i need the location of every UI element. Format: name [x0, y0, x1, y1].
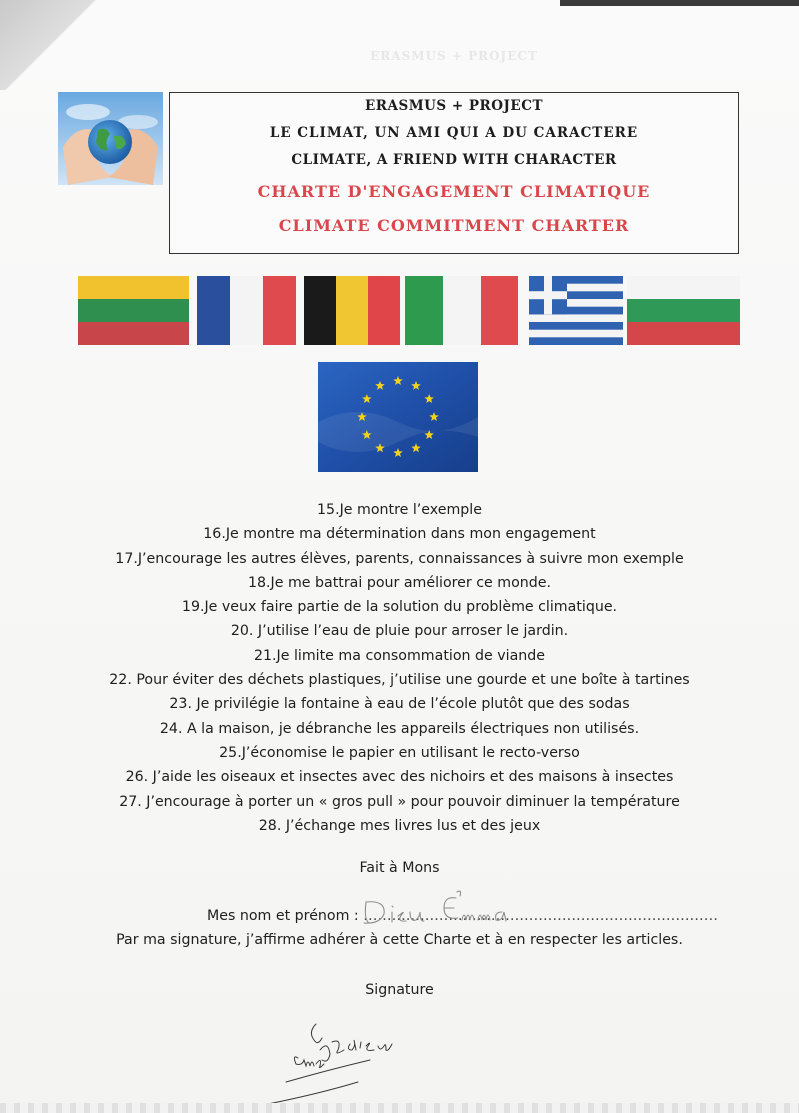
- european-union-flag: [318, 362, 478, 472]
- charter-title-en: CLIMATE COMMITMENT CHARTER: [278, 216, 630, 235]
- charter-article: 20. J’utilise l’eau de pluie pour arroser le jardin.: [230, 623, 569, 640]
- charter-article: 26. J’aide les oiseaux et insectes avec des nichoirs et des maisons à insectes: [125, 769, 674, 786]
- italy-flag: [405, 276, 518, 345]
- signature-affirmation: Par ma signature, j’affirme adhérer à cette Charte et à en respecter les articles.: [116, 932, 683, 948]
- scan-edge: [560, 0, 799, 6]
- folded-corner: [0, 0, 120, 90]
- scan-bottom-edge: [0, 1103, 799, 1113]
- charter-article: 22. Pour éviter des déchets plastiques, j’utilise une gourde et une boîte à tartines: [109, 672, 690, 689]
- charter-article: 24. A la maison, je débranche les appareils électriques non utilisés.: [159, 720, 640, 737]
- name-field-dots: …………………………………………………………………: [363, 908, 718, 924]
- charter-article: 25.J’économise le papier en utilisant le recto-verso: [219, 744, 580, 761]
- place-signed: Fait à Mons: [359, 860, 440, 876]
- charter-article: 28. J’échange mes livres lus et des jeux: [258, 817, 541, 834]
- belgium-flag: [304, 276, 400, 345]
- france-flag: [197, 276, 296, 345]
- handwritten-signature: [258, 1020, 408, 1105]
- french-theme-title: LE CLIMAT, UN AMI QUI A DU CARACTERE: [269, 125, 639, 141]
- name-field-label: Mes nom et prénom :: [207, 908, 364, 924]
- ghost-title-bleedthrough: ERASMUS + PROJECT: [370, 49, 538, 63]
- project-title: ERASMUS + PROJECT: [364, 98, 543, 114]
- charter-article: 23. Je privilégie la fontaine à eau de l’école plutôt que des sodas: [169, 696, 630, 713]
- english-theme-title: CLIMATE, A FRIEND WITH CHARACTER: [291, 152, 617, 168]
- charter-article: 27. J’encourage à porter un « gros pull » pour pouvoir diminuer la température: [119, 793, 680, 810]
- charter-article: 16.Je montre ma détermination dans mon engagement: [203, 526, 596, 543]
- charter-article: 19.Je veux faire partie de la solution du problème climatique.: [181, 599, 618, 616]
- earth-in-hands-logo: [58, 92, 163, 185]
- charter-article: 18.Je me battrai pour améliorer ce monde.: [247, 574, 552, 591]
- title-box: [169, 49, 739, 254]
- charter-article: 17.J’encourage les autres élèves, parents, connaissances à suivre mon exemple: [115, 550, 684, 567]
- handwritten-name: [358, 890, 528, 930]
- charter-title-fr: CHARTE D'ENGAGEMENT CLIMATIQUE: [257, 182, 651, 201]
- lithuania-flag: [78, 276, 189, 345]
- greece-flag: [529, 276, 623, 345]
- signature-label: Signature: [365, 982, 434, 998]
- charter-article-list: [0, 498, 799, 838]
- charter-article: 21.Je limite ma consommation de viande: [253, 647, 546, 664]
- bulgaria-flag: [627, 276, 740, 345]
- charter-article: 15.Je montre l’exemple: [317, 502, 482, 518]
